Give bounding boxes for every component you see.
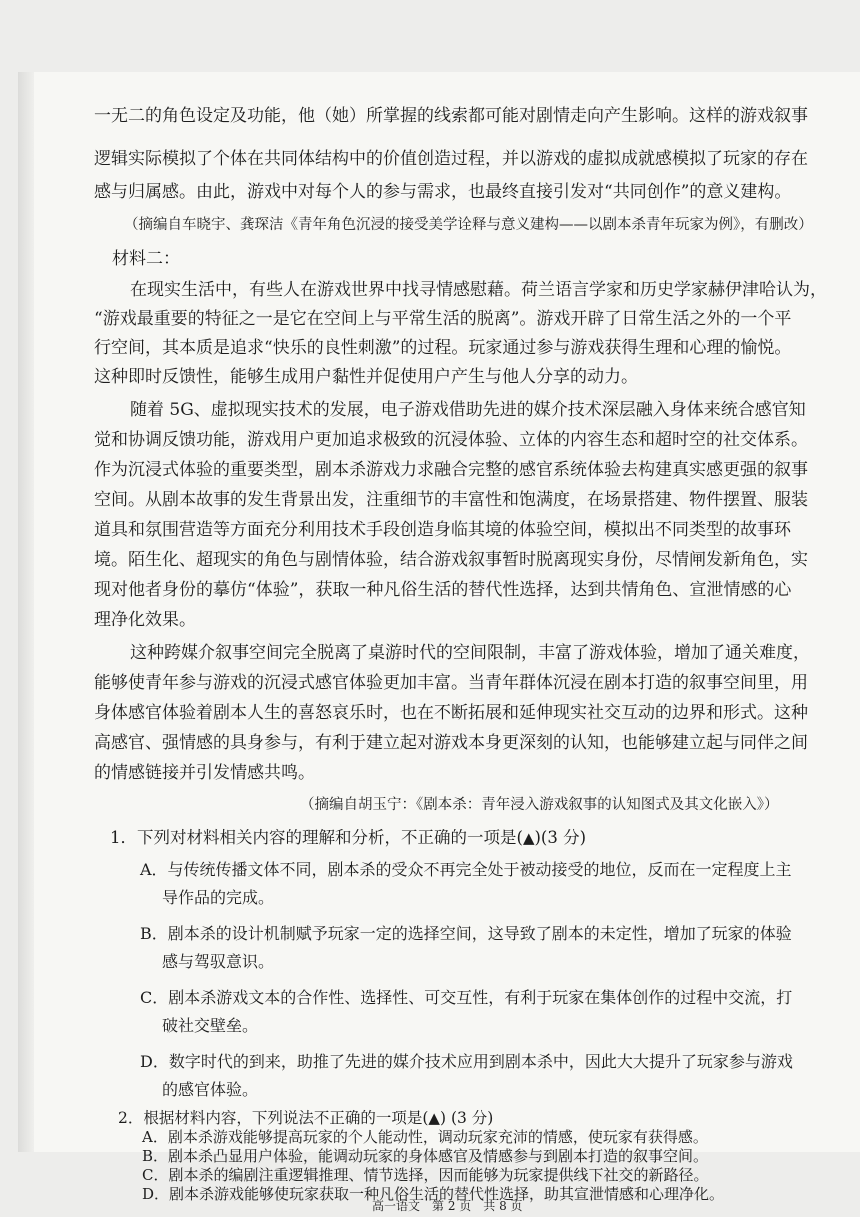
paragraph-line: 作为沉浸式体验的重要类型，剧本杀游戏力求融合完整的感官系统体验去构建真实感更强的叙事	[94, 460, 808, 480]
paragraph-line: 随着 5G、虚拟现实技术的发展，电子游戏借助先进的媒介技术深层融入身体来统合感官知	[130, 400, 806, 420]
page-footer: 高一语文 第 2 页 共 8 页	[372, 1199, 523, 1213]
q2-option-b: B．剧本杀凸显用户体验，能调动玩家的身体感官及情感参与到剧本打造的叙事空间。	[142, 1147, 709, 1165]
answer-triangle-icon: ▲	[428, 1109, 440, 1127]
q2-option-a: A．剧本杀游戏能够提高玩家的个人能动性，调动玩家充沛的情感，使玩家有获得感。	[142, 1128, 708, 1146]
paragraph-line: 觉和协调反馈功能，游戏用户更加追求极致的沉浸体验、立体的内容生态和超时空的社交体系。	[94, 430, 808, 450]
q1-option-c: C．剧本杀游戏文本的合作性、选择性、可交互性，有利于玩家在集体创作的过程中交流，打	[140, 988, 793, 1007]
paragraph-line: 境。陌生化、超现实的角色与剧情体验，结合游戏叙事暂时脱离现实身份，尽情闸发新角色，实	[94, 550, 808, 570]
q1-option-b-cont: 感与驾驭意识。	[162, 952, 275, 971]
paragraph-line: 能够使青年参与游戏的沉浸式感官体验更加丰富。当青年群体沉浸在剧本打造的叙事空间里，用	[94, 673, 808, 693]
question-2-stem: 2．根据材料内容，下列说法不正确的一项是(▲) (3 分)	[118, 1109, 494, 1127]
material1-line: 一无二的角色设定及功能，他（她）所掌握的线索都可能对剧情走向产生影响。这样的游戏叙事	[94, 106, 808, 126]
answer-triangle-icon: ▲	[522, 829, 535, 847]
paragraph-line: 理净化效果。	[94, 610, 196, 630]
material2-source: （摘编自胡玉宁：《剧本杀：青年浸入游戏叙事的认知图式及其文化嵌入》）	[300, 797, 779, 813]
paragraph-line: 现对他者身份的摹仿“体验”，获取一种凡俗生活的替代性选择，达到共情角色、宣泄情感的心	[94, 580, 792, 600]
q1-option-b: B．剧本杀的设计机制赋予玩家一定的选择空间，这导致了剧本的未定性，增加了玩家的体验	[140, 924, 792, 943]
q2-option-c: C．剧本杀的编剧注重逻辑推理、情节选择，因而能够为玩家提供线下社交的新路径。	[142, 1166, 709, 1184]
q1-option-a: A．与传统传播文体不同，剧本杀的受众不再完全处于被动接受的地位，反而在一定程度上主	[140, 860, 792, 879]
material2-heading: 材料二：	[112, 249, 180, 269]
q1-option-a-cont: 导作品的完成。	[162, 888, 275, 907]
paragraph-line: 这种跨媒介叙事空间完全脱离了桌游时代的空间限制，丰富了游戏体验，增加了通关难度，	[130, 643, 810, 663]
paragraph-line: 身体感官体验着剧本人生的喜怒哀乐时，也在不断拓展和延伸现实社交互动的边界和形式。这种	[94, 703, 808, 723]
paragraph-line: 在现实生活中，有些人在游戏世界中找寻情感慰藉。荷兰语言学家和历史学家赫伊津哈认为，	[130, 280, 827, 300]
material1-source: （摘编自车晓宇、龚琛洁《青年角色沉浸的接受美学诠释与意义建构——以剧本杀青年玩家为例》，有删改）	[124, 217, 813, 233]
paragraph-line: “游戏最重要的特征之一是它在空间上与平常生活的脱离”。游戏开辟了日常生活之外的一个平	[94, 309, 792, 329]
paragraph-line: 高感官、强情感的具身参与，有利于建立起对游戏本身更深刻的认知，也能够建立起与同伴之间	[94, 733, 808, 753]
q2-option-d: D．剧本杀游戏能够使玩家获取一种凡俗生活的替代性选择，助其宣泄情感和心理净化。	[142, 1185, 725, 1203]
material1-line: 逻辑实际模拟了个体在共同体结构中的价值创造过程，并以游戏的虚拟成就感模拟了玩家的存在	[94, 149, 808, 169]
paragraph-line: 道具和氛围营造等方面充分利用技术手段创造身临其境的体验空间，模拟出不同类型的故事环	[94, 520, 791, 540]
q1-option-d: D．数字时代的到来，助推了先进的媒介技术应用到剧本杀中，因此大大提升了玩家参与游戏	[140, 1052, 793, 1071]
paragraph-line: 空间。从剧本故事的发生背景出发，注重细节的丰富性和饱满度，在场景搭建、物件摆置、服装	[94, 490, 808, 510]
material1-line: 感与归属感。由此，游戏中对每个人的参与需求，也最终直接引发对“共同创作”的意义建构。	[94, 182, 792, 202]
paragraph-line: 这种即时反馈性，能够生成用户黏性并促使用户产生与他人分享的动力。	[94, 367, 638, 387]
q1-option-d-cont: 的感官体验。	[162, 1080, 259, 1099]
q1-option-c-cont: 破社交壁垒。	[162, 1016, 259, 1035]
paragraph-line: 行空间，其本质是追求“快乐的良性刺激”的过程。玩家通过参与游戏获得生理和心理的愉悦。	[94, 338, 792, 358]
paragraph-line: 的情感链接并引发情感共鸣。	[94, 763, 315, 783]
question-1-stem: 1．下列对材料相关内容的理解和分析，不正确的一项是(▲)(3 分)	[110, 828, 587, 847]
